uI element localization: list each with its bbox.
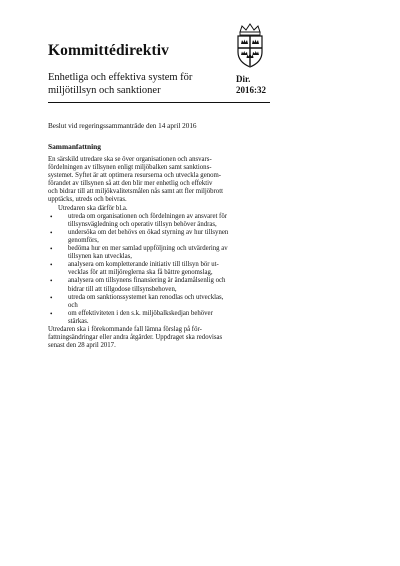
intro-line: systemet. Syftet är att optimera resurserna och utveckla genom- <box>48 172 222 180</box>
task-item: • om effektiviteten i den s.k. miljöbalkskedjan behöver <box>48 310 270 318</box>
tasks-lead: Utredaren ska därför bl.a. <box>58 204 128 212</box>
summary-heading: Sammanfattning <box>48 142 101 151</box>
intro-line: fördelningen av tillsynen enligt miljöbalken samt sanktions- <box>48 164 212 172</box>
task-item: • bedöma hur en mer samlad uppföljning och utvärdering av <box>48 245 270 253</box>
task-item-cont: vecklas för att miljöreglerna ska få bättre genomslag, <box>68 269 213 277</box>
task-item-cont: stärkas. <box>68 317 89 325</box>
decision-line: Beslut vid regeringssammanträde den 14 april 2016 <box>48 122 197 130</box>
summary-closing <box>48 326 270 350</box>
closing-line: Utredaren ska i förekommande fall lämna förslag på för- <box>48 325 202 333</box>
directive-subject: Enhetliga och effektiva system för miljötillsyn och sanktioner <box>48 72 193 96</box>
page-title: Kommittédirektiv <box>48 42 169 59</box>
intro-line: upptäcks, utreds och beivras. <box>48 196 127 204</box>
dir-number: 2016:32 <box>236 85 266 95</box>
task-item-cont: och <box>68 301 78 309</box>
intro-line: En särskild utredare ska se över organisationen och ansvars- <box>48 156 212 163</box>
directive-number <box>236 74 266 96</box>
task-item: • analysera om kompletterande initiativ till tillsyn bör ut- <box>48 261 270 269</box>
task-item-cont: tillsynen kan utvecklas, <box>68 253 132 261</box>
summary-intro <box>48 156 270 205</box>
task-item: • analysera om tillsynens finansiering är ändamålsenlig och <box>48 277 270 285</box>
task-item: • utreda om sanktionssystemet kan renodlas och utvecklas, <box>48 294 270 302</box>
intro-line: och bidrar till att miljökvalitetsmålen nås samt att fler miljöbrott <box>48 188 223 196</box>
summary-body <box>48 156 270 350</box>
intro-line: förandet av tillsynen så att den blir mer enhetlig och effektiv <box>48 180 213 188</box>
closing-line: senast den 28 april 2017. <box>48 342 116 350</box>
task-item: • utreda om organisationen och fördelningen av ansvaret för <box>48 213 270 221</box>
task-item-cont: genomförs, <box>68 236 99 244</box>
dir-label: Dir. <box>236 74 251 84</box>
task-item: • undersöka om det behövs en ökad styrning av hur tillsynen <box>48 229 270 237</box>
task-item-cont: bidrar till att tillgodose tillsynsbehoven, <box>68 285 177 293</box>
header-divider <box>48 102 270 103</box>
coat-of-arms-icon <box>230 22 270 70</box>
closing-line: fattningsändringar eller andra åtgärder. Uppdraget ska redovisas <box>48 334 223 342</box>
task-list <box>48 213 270 326</box>
task-item-cont: tillsynsvägledning och operativ tillsyn behöver ändras, <box>68 220 217 228</box>
